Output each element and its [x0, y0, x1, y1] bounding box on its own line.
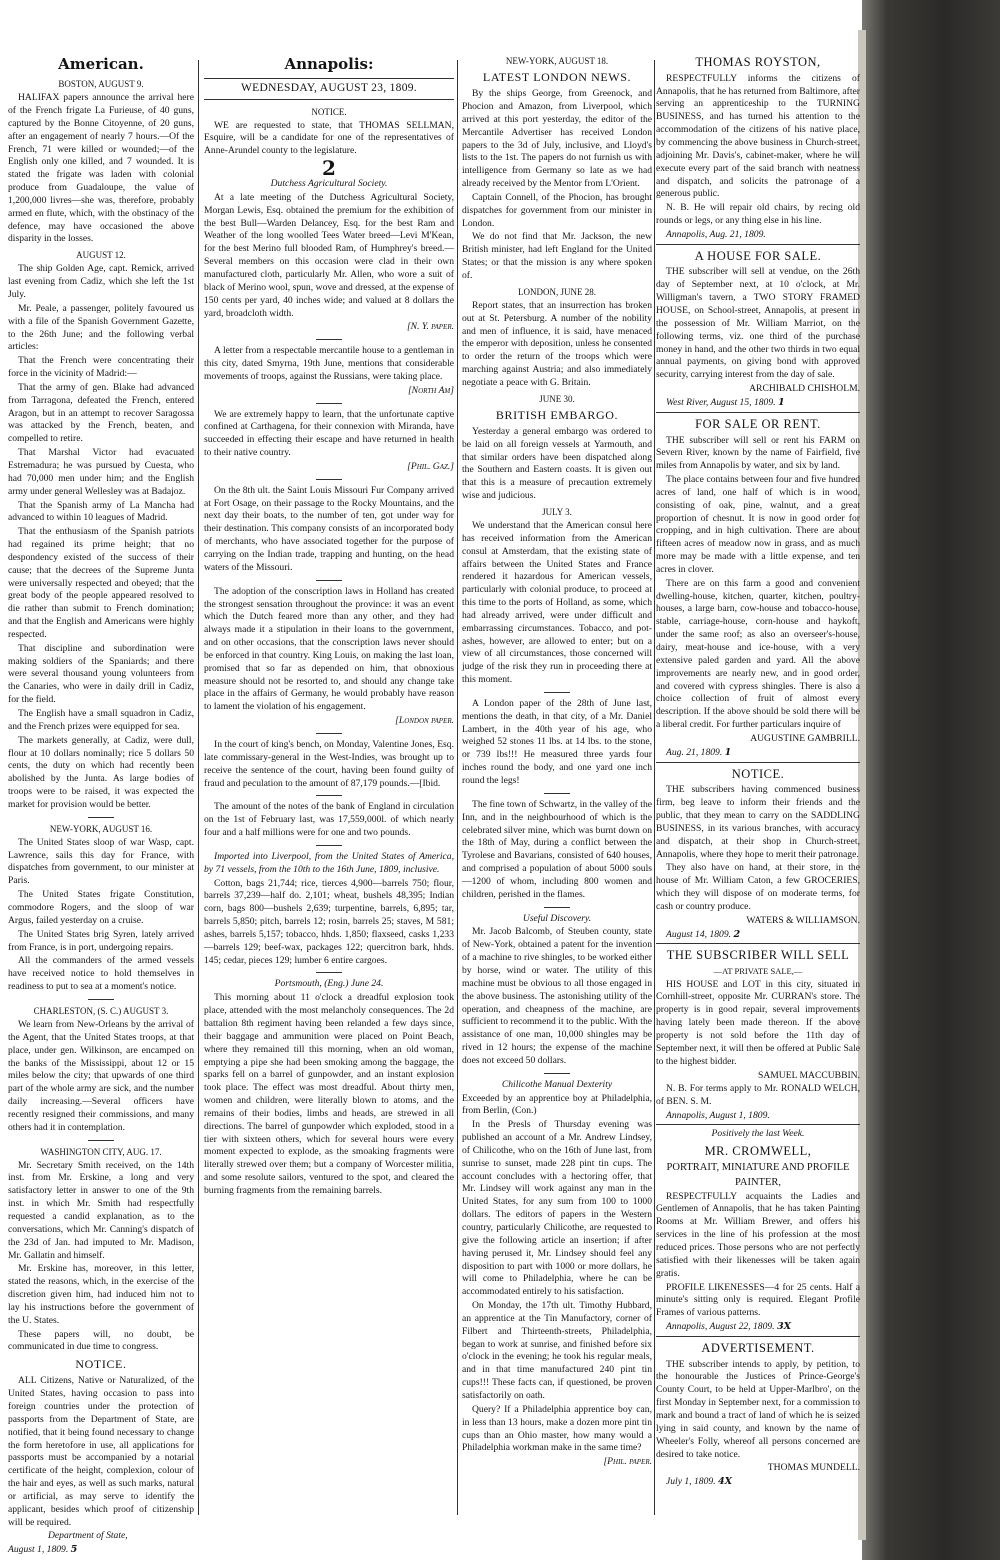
separator: [316, 403, 342, 404]
article-text: All the commanders of the armed vessels have received notice to hold themselves in readiness to put to sea at a moment's notice.: [8, 955, 194, 993]
article-text: Mr. Jacob Balcomb, of Steuben county, state of New-York, obtained a patent for the invention of a machine to rive shingles, to be worked either by horse, wind or water. The utility of this machine must be obvious to all those engaged in the above business. The astonishing utility of the operation, and cheapness of the machine, are sufficient to recommend it to the public. With the assistance of one man, 10,000 shingles may be rived in 12 hours; the expense of the machine does not exceed 50 dollars.: [462, 926, 652, 1066]
article-text: The United States sloop of war Wasp, capt. Lawrence, sails this day for France, with dispatches from government, to our minister at Paris.: [8, 836, 194, 887]
ad-title: ADVERTISEMENT.: [656, 1336, 860, 1357]
source: [North Am]: [407, 384, 454, 396]
source: [Phil. Gaz.]: [407, 460, 454, 472]
column-2: [204, 52, 454, 1532]
ad-text: THE subscriber will sell at vendue, on the 26th day of September next, at 10 o'clock, at Mr. Willigman's tavern, a TWO STORY FRAMED HOUSE, on School-street, Annapolis, at present in the possession of Mr. William Marriot, on the following terms, viz. one third of the purchase money in hand, and the other two thirds in two equal annual payments, on giving bond with approved security, carrying interest from the day of sale.: [656, 266, 860, 381]
separator: [544, 1073, 570, 1074]
handwritten-mark: 1: [777, 396, 785, 408]
article-text: That Marshal Victor had evacuated Estremadura; he was pursued by Cuesta, who had 70,000 men under him; and the English army under general Wellesley was at Badajoz.: [8, 447, 194, 497]
separator: [316, 339, 342, 340]
article-text: The English have a small squadron in Cadiz, and the French prizes were equipped for sea.: [8, 708, 194, 732]
separator: [88, 999, 114, 1000]
column-rule: [457, 60, 458, 1515]
article-text: The fine town of Schwartz, in the valley of the Inn, and in the neighbourhood of which is the celebrated silver mine, which was burnt down on the 18th of May, during a conflict between the Tyrolese and Bavarians, consisted of 640 houses, and comprised a population of about 5000 souls—1200 of whom, including 800 women and children, perished in the flames.: [462, 798, 652, 900]
ad-text: The place contains between four and five hundred acres of land, one half of which is in wood, consisting of oak, pine, walnut, and a great proportion of chesnut. It is now in good order for cropping, and in high cultivation. There are about fifteen acres of meadow now in grass, and as much more may be made with a little expense, and ten acres in clover.: [656, 474, 860, 575]
column-3: [462, 52, 652, 1532]
article-text: We are extremely happy to learn, that the unfortunate captive confined at Carthagena, for their connexion with Miranda, have succeeded in effecting their escape and have returned in health to their native country.: [204, 408, 454, 459]
article-text: Captain Connell, of the Phocion, has brought dispatches for government from our minister in London.: [462, 191, 652, 229]
article-text: On the 8th ult. the Saint Louis Missouri Fur Company arrived at Fort Osage, on their passage to the Rocky Mountains, and the next day their boats, to the number of ten, got under way for their destination. This company consists of an incorporated body of merchants, who have associated together for the purpose of carrying on the Indian trade, trapping and hunting, on the head waters of the Missouri.: [204, 484, 454, 573]
article-text: Mr. Erskine has, moreover, in this letter, stated the reasons, which, in the exercise of the discretion given him, had induced him not to lay his instructions before the government of the U. States.: [8, 1263, 194, 1326]
article-text: The United States brig Syren, lately arrived from France, is in port, undergoing repairs.: [8, 928, 194, 953]
ad-signature: THOMAS MUNDELL.: [767, 1462, 860, 1474]
article-text: A London paper of the 28th of June last, mentions the death, in that city, of a Mr. Daniel Lambert, in the 40th year of his age, who weighed 52 stones 11 lbs. at 14 lbs. to the stone, or 739 lbs!!! He measured three yards four inches round the body, and one yard one inch round the legs!: [462, 697, 652, 786]
column-4: [656, 52, 860, 1532]
ad-text: They also have on hand, at their store, in the house of Mr. William Caton, a few GROCERIES, which they will dispose of on moderate terms, for cash or country produce.: [656, 862, 860, 912]
dateline: WASHINGTON CITY, AUG. 17.: [40, 1146, 162, 1157]
source: [N. Y. paper.: [406, 321, 454, 333]
ad-subtitle: —AT PRIVATE SALE,—: [713, 966, 803, 977]
handwritten-mark: 4X: [717, 1476, 733, 1488]
article-text: The markets generally, at Cadiz, were dull, flour at 10 dollars nominally; rice 5 dollars 50 cents, the duty on which had recently been abolished by the Junta. As large bodies of troops were to be raised, it was expected the market for provision would be better.: [8, 734, 194, 810]
ad-text: RESPECTFULLY informs the citizens of Annapolis, that he has returned from Baltimore, after serving an apprenticeship to the TURNING BUSINESS, and has turned his attention to the accommodation of the citizens of his native place, by commencing the above business in Church-street, adjoining Mr. Davis's, cabinet-maker, where he will execute every part of the said branch with neatness and dispatch, and solicits the patronage of a generous public.: [656, 72, 860, 200]
handwritten-mark: 2: [322, 156, 336, 181]
headline: BRITISH EMBARGO.: [495, 407, 619, 422]
ad-title: FOR SALE OR RENT.: [656, 412, 860, 433]
ad-text: HIS HOUSE and LOT in this city, situated in Cornhill-street, opposite Mr. CURRAN's store. The property is in good repair, several improvements having lately been made thereon. If the above property is not sold before the 11th day of September next, it will then be offered at Public Sale to the highest bidder.: [656, 978, 860, 1067]
ad-signature: ARCHIBALD CHISHOLM.: [749, 383, 860, 395]
ad-text: N. B. For terms apply to Mr. RONALD WELCH, of BEN. S. M.: [656, 1083, 860, 1108]
separator: [88, 817, 114, 818]
source: [Phil. paper.: [603, 1456, 652, 1468]
ad-text: There are on this farm a good and convenient dwelling-house, kitchen, quarter, kitchen, poultry-houses, a large barn, cow-house and tobacco-house, stable, carriage-house, corn-house and haykoft, under the same roof; as also an overseer's-house, dairy, meat-house and ice-house, with a very extensive paled garden and yard. All the above improvements are nearly new, and in good order, and covered with cypress shingles. There is also a choice collection of fruit of almost every description. If the above should be sold there will be a liberal credit. For further particulars inquire of: [656, 577, 860, 731]
ad-date: Annapolis, August 22, 1809. 3X: [666, 1321, 792, 1333]
article-text: We learn from New-Orleans by the arrival of the Agent, that the United States troops, at that place, under gen. Wilkinson, are encamped on the banks of the Mississippi, about 12 or 15 miles below the city; that upwards of one third part of the whole army are sick, and the number daily increasing.—Several officers have recently resigned their commissions, and many others had it in contemplation.: [8, 1018, 194, 1133]
article-text: In the court of king's bench, on Monday, Valentine Jones, Esq. late commissary-general in the West-Indies, was brought up to receive the sentence of the court, having been found guilty of fraud and peculation to the amount of 87,179 pounds.—[Ibid.: [204, 738, 454, 789]
article-text: This morning about 11 o'clock a dreadful explosion took place, attended with the most melancholy consequences. The 2d battalion 8th regiment having been relanded a few days since, their baggage and ammunition were placed on Point Beach, where they remained till this morning, when an old woman, emptying a pipe she had been smoking among the baggage, the sparks fell on a barrel of gunpowder, and an instant explosion took place. The effect was most dreadful. About thirty men, women and children, were literally blown to atoms, and the remains of their bodies, limbs and heads, are strewed in all directions. The barrel of gunpowder which exploded, stood in a tier with sixteen others, which for several hours were every moment expected to explode, as the smoaking fragments were literally strewed over them; but a company of Worcester militia, and some resolute sailors, ventured to the spot, and cleared the burning fragments from the remaining barrels.: [204, 992, 454, 1196]
headline: LATEST LONDON NEWS.: [482, 70, 632, 85]
article-text: At a late meeting of the Dutchess Agricultural Society, Morgan Lewis, Esq. obtained the premium for the exhibition of the best Bull—Warden Delancey, Esq. for the best Ram and Weather of the long woolled Tees Water breed—Levi M'Kean, for the best Merino full blooded Ram, of Humphrey's breed.—Several members on this occasion were clad in their own manufactured cloth, particularly Mr. Allen, who wore a suit of black of Merino wool, spun, wove and dressed, at the expense of 150 cents per yard, 40 inches wide; and valued at 8 dollars the yard, broadcloth width.: [204, 191, 454, 319]
handwritten-mark: 1: [724, 746, 732, 758]
ad-text: THE subscriber will sell or rent his FARM on Severn River, known by the name of Fairfield, five miles from Annapolis by water, and six by land.: [656, 434, 860, 472]
dateline: NEW-YORK, AUGUST 18.: [505, 56, 609, 66]
section-title: Portsmouth, (Eng.) June 24.: [274, 978, 384, 990]
separator: [316, 580, 342, 581]
ad-text: THE subscribers having commenced business firm, beg leave to inform their friends and the public, that they mean to carry on the SADDLING BUSINESS, in its various branches, with accuracy and dispatch, at their shop in Church-street, Annapolis, where they hope to merit their patronage.: [656, 784, 860, 860]
article-text: That the army of gen. Blake had advanced from Tarragona, defeated the French, entered Aragon, but in an attempt to recover Saragossa was attacked by the French, beaten, and compelled to retire.: [8, 381, 194, 445]
article-text: Yesterday a general embargo was ordered to be laid on all foreign vessels at Yarmouth, and that similar orders have been dispatched along the Southern and Eastern coasts. It is given out that this is a measure of precaution extremely wise and judicious.: [462, 425, 652, 502]
article-text: Mr. Secretary Smith received, on the 14th inst. from Mr. Erskine, a long and very satisfactory letter in answer to one of the 9th inst. in which Mr. Smith had respectfully requested a candid explanation, as to the conversations, which Mr. Canning's dispatch of the 23d of Jan. had imputed to Mr. Madison, Mr. Gallatin and himself.: [8, 1159, 194, 1261]
handwritten-mark: 2: [733, 928, 741, 940]
dateline: JUNE 30.: [539, 393, 575, 404]
masthead-annapolis: Annapolis:: [284, 55, 374, 73]
ad-banner: Positively the last Week.: [656, 1124, 860, 1141]
article-text: HALIFAX papers announce the arrival here of the French frigate La Furieuse, of 40 guns, captured by the Bonne Citoyenne, of 20 guns, after an engagement of nearly 7 hours.—Of the French, 71 were killed or wounded;—of the English only one killed, and 7 wounded. It is stated the frigate was laden with colonial produce from Guadaloupe, the value of 1,200,000 livres—she was, therefore, probably armed en flute, which, with the obstinacy of the defence, may have occasioned the above disparity in the losses.: [8, 92, 194, 245]
separator: [544, 793, 570, 794]
ad-signature: WATERS & WILLIAMSON.: [746, 914, 860, 926]
separator: [316, 479, 342, 480]
handwritten-mark: 3X: [776, 1321, 792, 1333]
notice-title: NOTICE.: [311, 106, 347, 117]
article-text: That the enthusiasm of the Spanish patriots had regained its prime height; that no despondency existed of the success of their cause; that the decrees of the Supreme Junta were universally respected and obeyed; that the great body of the people appeared resolved to die rather than submit to French domination; and that the English and Americans were highly respected.: [8, 526, 194, 640]
article-text: Report states, that an insurrection has broken out at St. Petersburg. A number of the nobility and men of influence, it is said, have menaced the emperor with deposition, unless he consented to order the return of the troops which were marching against Austria; and also immediately negotiate a peace with G. Britain.: [462, 299, 652, 388]
ad-text: PROFILE LIKENESSES—4 for 25 cents. Half a minute's sitting only is required. Elegant Profile Frames of various patterns.: [656, 1281, 860, 1319]
article-text: That discipline and subordination were making soldiers of the Spaniards; and there were several thousand young volunteers from the Canaries, who were in daily drill in Cadiz, for the field.: [8, 642, 194, 706]
separator: [544, 692, 570, 693]
section-title: Dutchess Agricultural Society.: [270, 178, 388, 190]
dateline: JULY 3.: [542, 506, 572, 517]
book-binding: [862, 0, 1000, 1560]
notice-text: ALL Citizens, Native or Naturalized, of the United States, having occasion to pass into foreign countries under the protection of passports from the Department of State, are notified, that it being found necessary to change the form heretofore in use, all applications for passports must be accompanied by a notarial certificate of the height, complexion, colour of the hair and eyes, as well as such marks, natural or artificial, as may serve to identify the applicant, besides which proof of citizenship will be required.: [8, 1375, 194, 1528]
masthead-american: American.: [58, 55, 144, 73]
ad-text: THE subscriber intends to apply, by petition, to the honourable the Justices of Prince-George's County Court, to be held at Upper-Marlbro', on the first Monday in September next, for a commission to mark and bound a tract of land of which he is seized lying in said county, and known by the name of Wheeler's Folly, whereof all persons concerned are desired to take notice.: [656, 1358, 860, 1460]
article-text: On Monday, the 17th ult. Timothy Hubbard, an apprentice at the Tin Manufactory, corner of Filbert and Thirteenth-streets, Philadelphia, began to work at sunrise, and finished before six o'clock in the evening; he took his regular meals, and in that time manufactured 240 pint tin cups!!! These facts can, if questioned, be proven satisfactorily on oath.: [462, 1300, 652, 1401]
column-1: [8, 52, 194, 1556]
section-title: Useful Discovery.: [522, 912, 592, 924]
article-text: That the French were concentrating their force in the vicinity of Madrid:—: [8, 355, 194, 380]
ad-date: Annapolis, Aug. 21, 1809.: [666, 228, 766, 240]
column-rule: [198, 60, 199, 1515]
issue-date: WEDNESDAY, AUGUST 23, 1809.: [204, 78, 454, 99]
ad-text: N. B. He will repair old chairs, by recing old rounds or legs, or any thing else in his line.: [656, 202, 860, 227]
section-subtitle: Exceeded by an apprentice boy at Philadelphia, from Berlin, (Con.): [462, 1092, 652, 1117]
dateline: NEW-YORK, AUGUST 16.: [49, 823, 153, 834]
ad-date: Aug. 21, 1809. 1: [666, 746, 732, 758]
article-text: A letter from a respectable mercantile house to a gentleman in this city, dated Smyrna, 19th June, mentions that considerable movements of troops, against the Russians, were taking place.: [204, 345, 454, 382]
ad-date: West River, August 15, 1809. 1: [666, 396, 785, 408]
handwritten-mark: 5: [70, 1544, 78, 1556]
ad-title: A HOUSE FOR SALE.: [656, 244, 860, 265]
article-text: Cotton, bags 21,744; rice, tierces 4,900—barrels 750; flour, barrels 37,239—half do. 2,101; wheat, bushels 48,395; Indian corn, bags 800—bushels 2,639; turpentine, barrels, 6,895; tar, barrels 5,850; pitch, barrels 12; rosin, barrels 25; staves, M 581; ashes, barrels 5,157; tobacco, hhds. 1,850; flaxseed, casks 1,233—barrels 129; beef-wax, packages 122; quercitron bark, hhds. 145; cedar, pieces 129; lumber 6 entire cargoes.: [204, 877, 454, 966]
separator: [316, 733, 342, 734]
separator: [88, 1140, 114, 1141]
ad-signature: AUGUSTINE GAMBRILL.: [750, 732, 860, 744]
section-title: Imported into Liverpool, from the United States of America, by 71 vessels, from the 10th to the 16th June, 1809, inclusive.: [204, 850, 454, 875]
source: [London paper.: [395, 715, 454, 727]
article-text: The ship Golden Age, capt. Remick, arrived last evening from Cadiz, which she left the 1st July.: [8, 263, 194, 300]
separator: [316, 795, 342, 796]
article-text: We understand that the American consul here has received information from the American consul at Amsterdam, that the existing state of affairs between the United States and France rendered it hazardous for American vessels, particularly with colonial produce, to proceed at this time to the ports of Holland, as some, which had already arrived, were under difficult and embarrassing circumstances. Tobacco, and pot-ashes, however, are allowed to enter; but on a view of all circumstances, those concerned will judge of the risk they run in proceeding there at this moment.: [462, 519, 652, 686]
dateline: AUGUST 12.: [76, 250, 126, 261]
ad-signature: SAMUEL MACCUBBIN.: [758, 1069, 860, 1081]
dateline: LONDON, JUNE 28.: [518, 286, 596, 297]
article-text: These papers will, no doubt, be communicated in due time to congress.: [8, 1328, 194, 1353]
ad-subtitle: PORTRAIT, MINIATURE AND PROFILE PAINTER,: [666, 1162, 850, 1188]
ad-title: THE SUBSCRIBER WILL SELL: [656, 943, 860, 964]
ad-title: THOMAS ROYSTON,: [695, 55, 821, 69]
article-text: In the Presls of Thursday evening was published an account of a Mr. Andrew Lindsey, of Chilicothe, who on the 16th of June last, from sunrise to sunset, made 228 pint tin cups. The account concludes with a hectoring offer, that Mr. Lindsey will work against any man in the United States, for any sum from 100 to 1000 dollars. The editors of papers in the Western country, particularly Chilicothe, are requested to give the following article an insertion; if after having perused it, Mr. Lindsey should feel any disposition to part with 1000 or more dollars, he will come to Philadelphia, where he can be accommodated entirely to his satisfaction.: [462, 1119, 652, 1298]
article-text: We do not find that Mr. Jackson, the new British minister, had left England for the United States; or that the mission is any where spoken of.: [462, 231, 652, 281]
dateline: BOSTON, AUGUST 9.: [58, 79, 144, 90]
article-text: By the ships George, from Greenock, and Phocion and Amazon, from Liverpool, which arrived at this port yesterday, the editor of the Mercantile Advertiser has received London papers to the 3d of July, inclusive, and Lloyd's lists to the 1st. The papers do not furnish us with intelligence from Germany so late as we had already received by the Mentor from L'Orient.: [462, 88, 652, 190]
article-text: That the Spanish army of La Mancha had advanced to within 10 leagues of Madrid.: [8, 499, 194, 524]
ad-date: July 1, 1809. 4X: [666, 1476, 733, 1488]
section-title: Chilicothe Manual Dexterity: [501, 1078, 613, 1090]
separator: [316, 845, 342, 846]
ad-text: RESPECTFULLY acquaints the Ladies and Gentlemen of Annapolis, that he has taken Painting Rooms at Mr. William Brewer, and offers his services in the line of his profession at the most reduced prices. Those persons who are not perfectly satisfied with their likenesses will be taken again gratis.: [656, 1190, 860, 1279]
notice-date: August 1, 1809. 5: [8, 1544, 78, 1556]
article-text: Query? If a Philadelphia apprentice boy can, in less than 13 hours, make a dozen more pint tin cups than an Ohio master, how many would a Philadelphia workman make in the same time?: [462, 1403, 652, 1454]
separator: [544, 907, 570, 908]
ad-date: August 14, 1809. 2: [666, 928, 741, 940]
column-rule: [654, 60, 655, 1515]
notice-signature: Department of State,: [48, 1530, 128, 1542]
ad-date: Annapolis, August 1, 1809.: [666, 1110, 770, 1122]
dateline: CHARLESTON, (S. C.) AUGUST 3.: [33, 1005, 169, 1016]
article-text: Mr. Peale, a passenger, politely favoured us with a file of the Spanish Government Gazette, to the 26th June; and the following verbal articles:: [8, 302, 194, 353]
ad-title: NOTICE.: [656, 762, 860, 783]
article-text: The adoption of the conscription laws in Holland has created the strongest sensation throughout the province: it was an event which the Dutch feared more than any other, and they had always made it a stipulation in their loans to the government, and on other occasions, that the conscription laws never should be enforced in that country. King Louis, on making the last loan, promised that so far as depended on him, that obnoxious measure should not be resorted to, and should any change take place in the affairs of Germany, he would probably have reason to lament the violation of his engagement.: [204, 585, 454, 713]
article-text: The amount of the notes of the bank of England in circulation on the 1st of February last, was 17,559,000l. of which nearly four and a half millions were for one and two pounds.: [204, 801, 454, 839]
notice-title: NOTICE.: [75, 1357, 127, 1372]
ad-title: MR. CROMWELL,: [704, 1143, 812, 1158]
article-text: WE are requested to state, that THOMAS SELLMAN, Esquire, will be a candidate for one of the representatives of Anne-Arundel county to the legislature.: [204, 119, 454, 157]
article-text: The United States frigate Constitution, commodore Rogers, and the sloop of war Argus, failed yesterday on a cruise.: [8, 889, 194, 926]
separator: [316, 972, 342, 973]
